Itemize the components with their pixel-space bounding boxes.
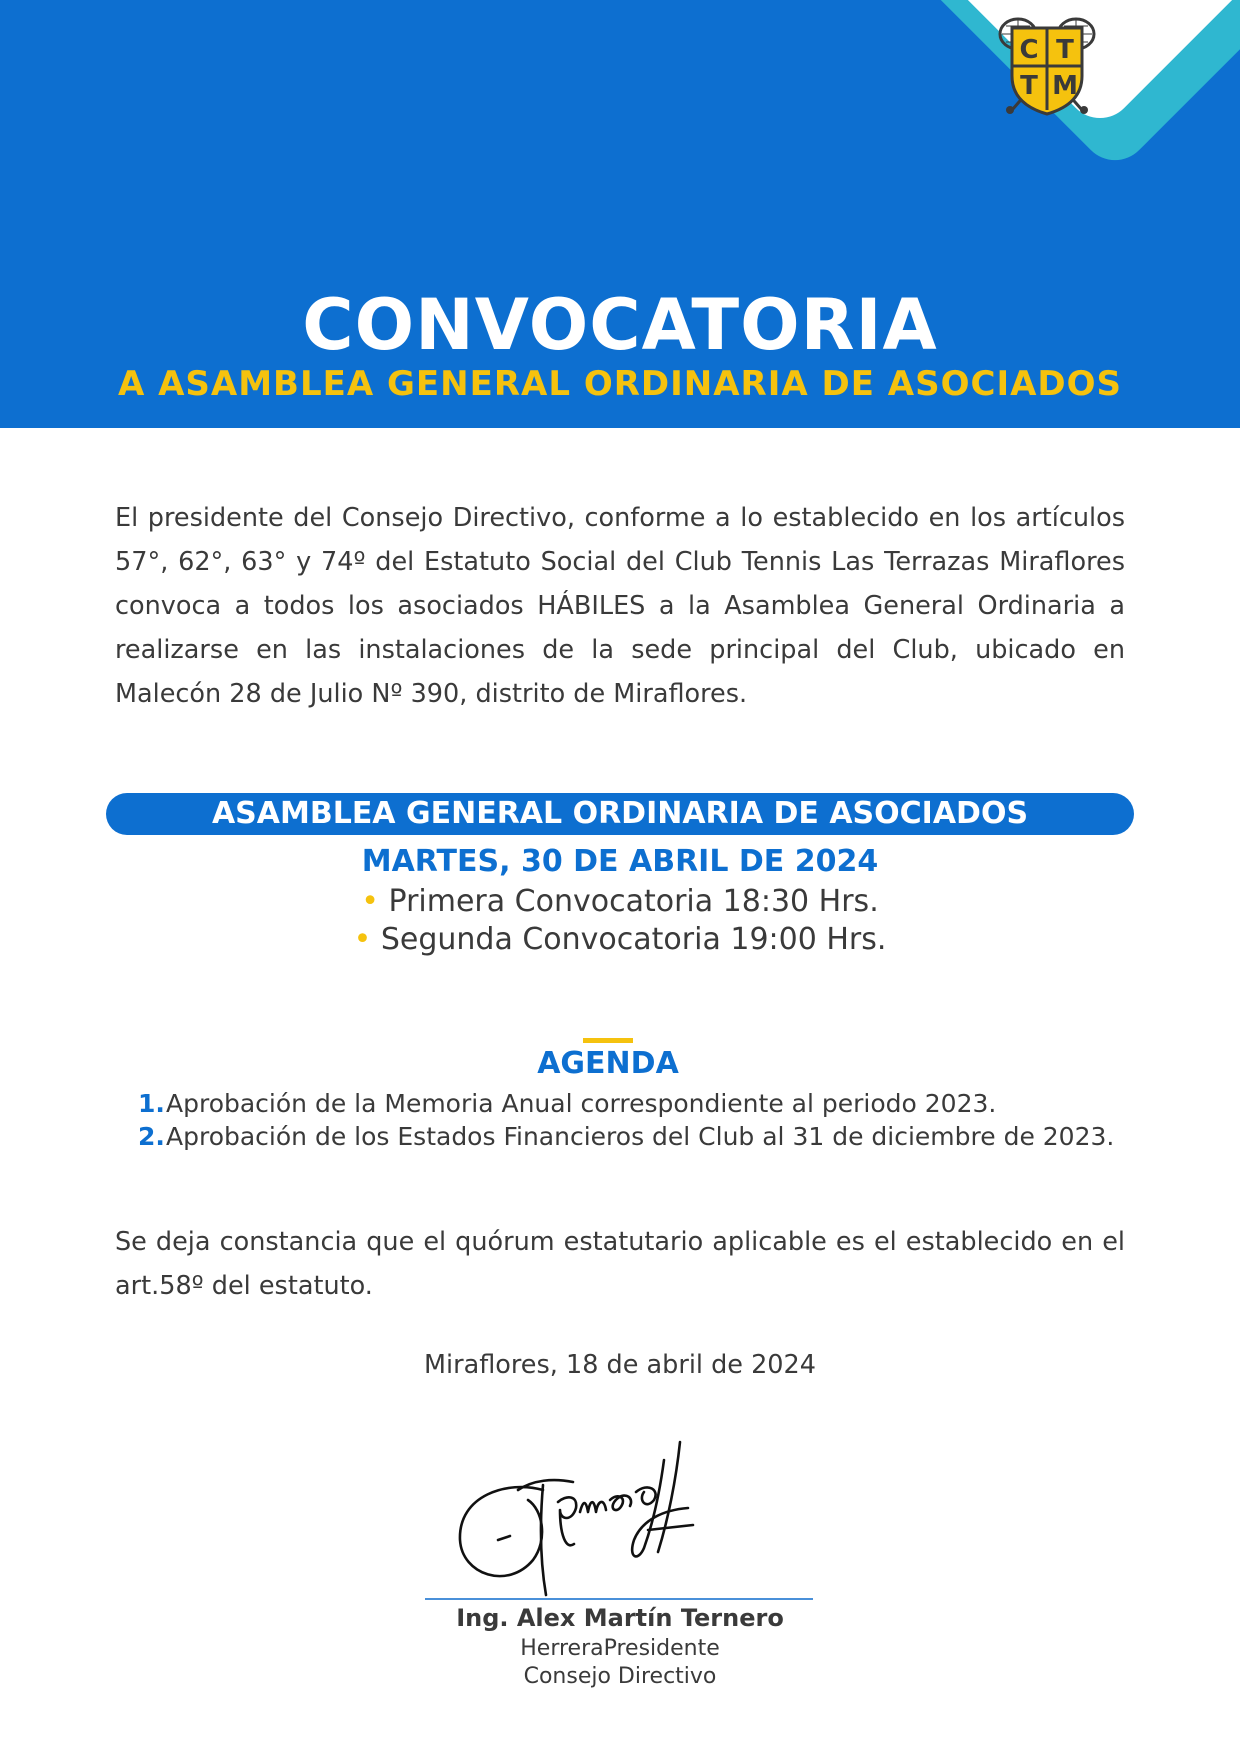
signature-line	[425, 1598, 813, 1600]
logo-letter-1: C	[1019, 35, 1039, 65]
signer-organization: Consejo Directivo	[523, 1664, 717, 1689]
bullet-icon: •	[353, 922, 372, 957]
logo-letter-3: T	[1020, 71, 1038, 101]
header-banner	[0, 0, 1240, 428]
intro-paragraph: El presidente del Consejo Directivo, conforme a lo establecido en los artículos 57°, 62°, 63° y 74º del Estatuto Social del Club Tennis Las Terrazas Miraflores convoca a todos los asociados HÁBILES a la Asamblea General Ordinaria a realizarse en las instalaciones de la sede principal del Club, ubicado en Malecón 28 de Julio Nº 390, distrito de Miraflores.	[115, 503, 1125, 709]
agenda-list	[138, 1087, 1114, 1153]
page-subtitle: A ASAMBLEA GENERAL ORDINARIA DE ASOCIADOS	[117, 364, 1123, 404]
list-item	[138, 1087, 1114, 1120]
convocatoria-item	[0, 884, 1240, 919]
agenda-item-text: Aprobación de los Estados Financieros del Club al 31 de diciembre de 2023.	[166, 1122, 1115, 1151]
quorum-paragraph: Se deja constancia que el quórum estatutario aplicable es el establecido en el art.58º del estatuto.	[115, 1227, 1125, 1301]
club-logo	[996, 14, 1098, 118]
agenda-item-number: 1.	[138, 1089, 165, 1118]
agenda-item-number: 2.	[138, 1122, 165, 1151]
page-title: CONVOCATORIA	[302, 284, 938, 366]
handwritten-signature	[448, 1440, 748, 1600]
event-title-banner: ASAMBLEA GENERAL ORDINARIA DE ASOCIADOS	[106, 793, 1134, 835]
agenda-title: AGENDA	[537, 1046, 679, 1081]
place-date: Miraflores, 18 de abril de 2024	[424, 1350, 816, 1380]
list-item	[138, 1120, 1114, 1153]
bullet-icon: •	[361, 884, 379, 919]
signer-role: HerreraPresidente	[520, 1636, 720, 1661]
convocatoria-text: Segunda Convocatoria 19:00 Hrs.	[380, 922, 887, 957]
convocatoria-text: Primera Convocatoria 18:30 Hrs.	[388, 884, 879, 919]
signer-name: Ing. Alex Martín Ternero	[456, 1604, 784, 1632]
logo-letter-4: M	[1052, 71, 1078, 101]
convocatoria-item	[0, 922, 1240, 957]
logo-letter-2: T	[1056, 35, 1074, 65]
event-date: MARTES, 30 DE ABRIL DE 2024	[361, 844, 879, 879]
agenda-accent-bar	[583, 1038, 633, 1043]
agenda-item-text: Aprobación de la Memoria Anual correspondiente al periodo 2023.	[166, 1089, 997, 1118]
